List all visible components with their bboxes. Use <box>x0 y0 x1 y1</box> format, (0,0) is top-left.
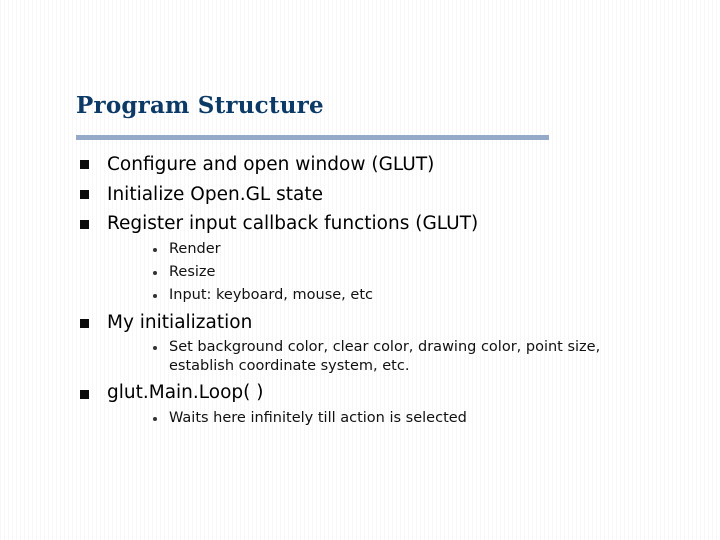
sub-bullet-text: establish coordinate system, etc. <box>169 358 410 374</box>
sub-bullet-text: Waits here infinitely till action is selected <box>169 410 467 426</box>
bullet-text: My initialization <box>107 312 253 333</box>
bullet-text: Register input callback functions (GLUT) <box>107 213 479 234</box>
square-bullet-icon <box>80 160 89 169</box>
bullet-text: Initialize Open.GL state <box>107 184 323 205</box>
sub-bullet-text: Resize <box>169 264 216 280</box>
title-underline <box>76 135 549 140</box>
dot-bullet-icon <box>153 271 157 275</box>
sub-bullet-text: Render <box>169 241 221 257</box>
square-bullet-icon <box>80 390 89 399</box>
bullet-text: glut.Main.Loop( ) <box>107 382 264 403</box>
dot-bullet-icon <box>153 294 157 298</box>
sub-bullet-text: Set background color, clear color, drawing color, point size, <box>169 339 601 355</box>
dot-bullet-icon <box>153 346 157 350</box>
bullet-text: Configure and open window (GLUT) <box>107 154 435 175</box>
square-bullet-icon <box>80 319 89 328</box>
dot-bullet-icon <box>153 248 157 252</box>
square-bullet-icon <box>80 220 89 229</box>
dot-bullet-icon <box>153 417 157 421</box>
square-bullet-icon <box>80 190 89 199</box>
sub-bullet-text: Input: keyboard, mouse, etc <box>169 287 373 303</box>
slide-title: Program Structure <box>76 92 324 119</box>
